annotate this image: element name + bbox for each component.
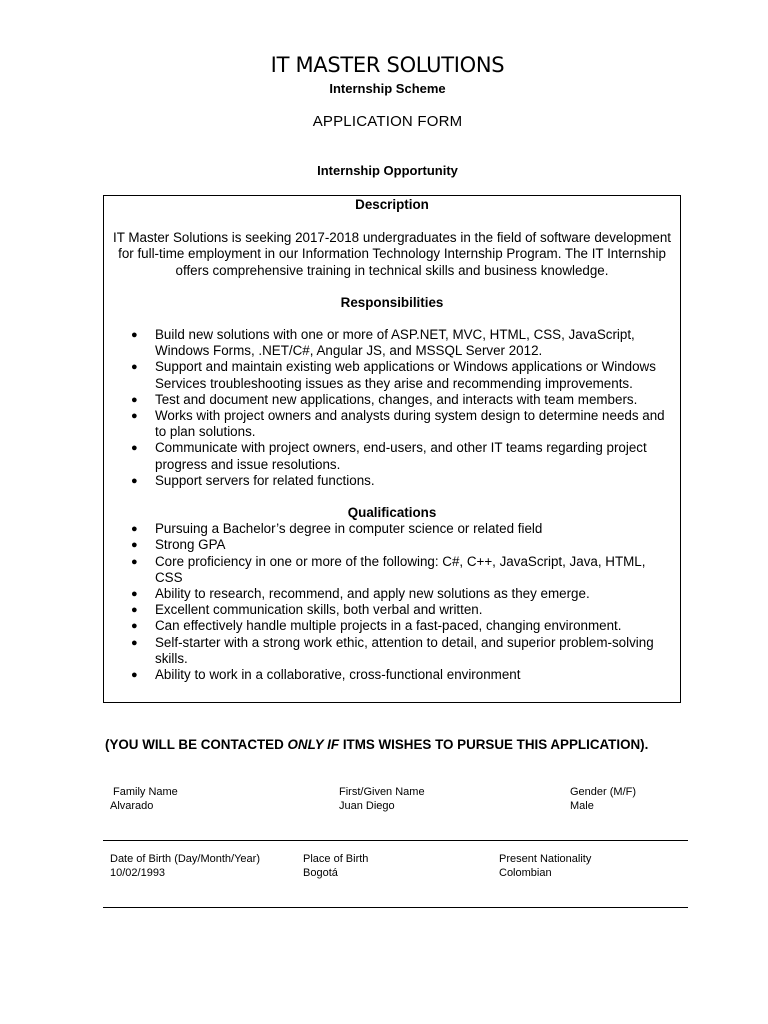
description-text: IT Master Solutions is seeking 2017-2018 undergraduates in the field of software development for full-time employment in our Information Technology Internship Program. The IT Internship offers comprehensive training in technical skills and business knowledge. — [112, 230, 672, 278]
list-item: ● Support and maintain existing web applications or Windows applications or Windows Services troubleshooting issues as they arise and recommending improvements. — [131, 359, 656, 391]
qualifications-heading: Qualifications — [347, 505, 437, 521]
bullet-icon: ● — [131, 604, 138, 617]
gender-label: Gender (M/F) — [570, 786, 637, 798]
company-title: IT MASTER SOLUTIONS — [270, 53, 505, 77]
nationality-label: Present Nationality — [499, 853, 592, 865]
list-item: ● Support servers for related functions. — [131, 472, 375, 488]
scheme-subtitle: Internship Scheme — [329, 81, 446, 96]
opportunity-heading: Internship Opportunity — [317, 163, 458, 178]
responsibilities-list — [104, 327, 680, 489]
given-name-value[interactable]: Juan Diego — [339, 800, 395, 812]
bullet-icon: ● — [131, 669, 138, 682]
list-item: ● Pursuing a Bachelor’s degree in computer science or related field — [131, 521, 543, 537]
bullet-icon: ● — [131, 442, 138, 455]
dob-value[interactable]: 10/02/1993 — [110, 867, 166, 879]
list-item: ● Excellent communication skills, both verbal and written. — [131, 602, 483, 618]
contact-notice: (YOU WILL BE CONTACTED ONLY IF ITMS WISHES TO PURSUE THIS APPLICATION). — [105, 737, 649, 752]
list-item: ● Ability to work in a collaborative, cross-functional environment — [131, 667, 521, 683]
bullet-icon: ● — [131, 393, 138, 406]
description-heading: Description — [355, 197, 429, 212]
gender-value[interactable]: Male — [570, 800, 594, 812]
qualifications-list — [104, 521, 680, 683]
responsibilities-heading: Responsibilities — [340, 294, 444, 310]
bullet-icon: ● — [131, 361, 138, 374]
divider-line — [103, 840, 688, 841]
bullet-icon: ● — [131, 539, 138, 552]
list-item: ● Build new solutions with one or more of ASP.NET, MVC, HTML, CSS, JavaScript, Windows Forms, .NET/C#, Angular JS, and MSSQL Server 2012. — [131, 327, 635, 359]
bullet-icon: ● — [131, 555, 138, 568]
given-name-label: First/Given Name — [339, 786, 425, 798]
notice-emphasis: ONLY IF — [287, 737, 340, 752]
job-description-box — [103, 195, 681, 703]
place-of-birth-value[interactable]: Bogotá — [303, 867, 338, 879]
list-item: ● Core proficiency in one or more of the following: C#, C++, JavaScript, Java, HTML, CSS — [131, 553, 646, 585]
bullet-icon: ● — [131, 474, 138, 487]
form-title: APPLICATION FORM — [312, 113, 463, 130]
family-name-label: Family Name — [113, 786, 178, 798]
bullet-icon: ● — [131, 410, 138, 423]
dob-label: Date of Birth (Day/Month/Year) — [110, 853, 260, 865]
list-item: ● Can effectively handle multiple projects in a fast-paced, changing environment. — [131, 618, 622, 634]
bullet-icon: ● — [131, 636, 138, 649]
divider-line — [103, 907, 688, 908]
bullet-icon: ● — [131, 523, 138, 536]
list-item: ● Communicate with project owners, end-users, and other IT teams regarding project progress and issue resolutions. — [131, 440, 647, 472]
list-item: ● Strong GPA — [131, 537, 226, 553]
list-item: ● Test and document new applications, changes, and interacts with team members. — [131, 391, 638, 407]
list-item: ● Self-starter with a strong work ethic, attention to detail, and superior problem-solving skills. — [131, 634, 654, 666]
bullet-icon: ● — [131, 620, 138, 633]
list-item: ● Works with project owners and analysts during system design to determine needs and to plan solutions. — [131, 408, 665, 440]
bullet-icon: ● — [131, 329, 138, 342]
family-name-value[interactable]: Alvarado — [110, 800, 154, 812]
bullet-icon: ● — [131, 588, 138, 601]
place-of-birth-label: Place of Birth — [303, 853, 369, 865]
nationality-value[interactable]: Colombian — [499, 867, 552, 879]
list-item: ● Ability to research, recommend, and apply new solutions as they emerge. — [131, 586, 590, 602]
